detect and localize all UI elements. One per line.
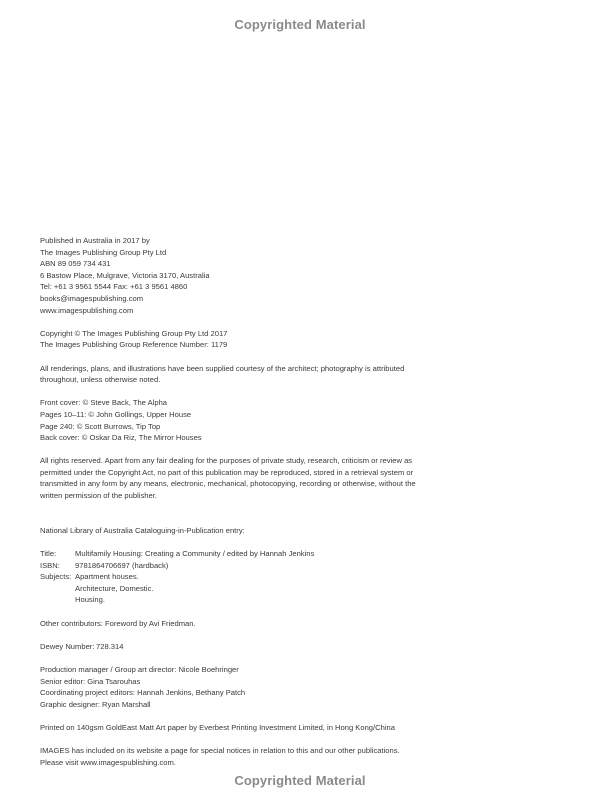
cip-subjects-label: Subjects: [40,572,72,582]
cip-title-value: Multifamily Housing: Creating a Community / edited by Hannah Jenkins [75,549,315,559]
cip-entry [40,548,560,606]
staff-project-editors: Coordinating project editors: Hannah Jenkins, Bethany Patch [40,688,246,698]
copyright-info [40,328,560,351]
credit-front-cover: Front cover: © Steve Back, The Alpha [40,398,168,408]
renderings-text: All renderings, plans, and illustrations have been supplied courtesy of the architect; photography is attributed throughout, unless otherwise noted. [40,363,405,385]
dewey-row [40,641,560,653]
publisher-email: books@imagespublishing.com [40,293,144,303]
copyright-watermark-bottom: Copyrighted Material [234,773,366,788]
copyright-page-content [40,235,560,780]
special-notices-line: IMAGES has included on its website a page for special notices in relation to this and our other publications. [40,746,400,756]
cip-subject: Apartment houses. [75,572,139,582]
nla-heading-block [40,525,560,537]
staff-credits [40,664,560,710]
copyright-line: Copyright © The Images Publishing Group Pty Ltd 2017 [40,328,228,338]
cip-isbn-label: ISBN: [40,560,60,570]
published-line: Published in Australia in 2017 by [40,236,150,245]
other-contributors-block [40,618,560,630]
reference-number: The Images Publishing Group Reference Number: 1179 [40,340,228,350]
dewey-label: Dewey Number: [40,641,95,651]
cip-isbn-row [40,560,560,572]
printed-note-block [40,722,560,734]
rights-note [40,455,560,501]
printed-note: Printed on 140gsm GoldEast Matt Art paper by Everbest Printing Investment Limited, in Hong Kong/China [40,722,395,732]
publisher-website: www.imagespublishing.com [40,305,134,315]
rights-text: All rights reserved. Apart from any fair dealing for the purposes of private study, research, criticism or review as permitted under the Copyright Act, no part of this publication may be reproduced, stored in a retrieval system or transmitted in any form by any means, electronic, mechanical, photocopying, recording or otherwise, without the written permission of the publisher. [40,456,416,501]
copyright-watermark-top: Copyrighted Material [234,17,366,32]
cip-subject: Architecture, Domestic. [75,583,154,593]
publisher-phone: Tel: +61 3 9561 5544 Fax: +61 3 9561 4860 [40,282,188,292]
staff-production-manager: Production manager / Group art director: Nicole Boehringer [40,664,239,674]
closing-notice [40,745,560,768]
cip-subjects-row [40,571,560,606]
cip-subjects-list [75,571,154,606]
renderings-note [40,363,560,386]
publisher-name: The Images Publishing Group Pty Ltd [40,247,167,257]
publisher-abn: ABN 89 059 734 431 [40,259,111,269]
credit-back-cover: Back cover: © Oskar Da Riz, The Mirror Houses [40,433,202,443]
publisher-info [40,235,560,316]
staff-senior-editor: Senior editor: Gina Tsarouhas [40,676,141,686]
photo-credits [40,397,560,443]
credit-pages-10-11: Pages 10–11: © John Gollings, Upper House [40,409,192,419]
cip-subject: Housing. [75,595,105,605]
cip-isbn-value: 9781864706697 (hardback) [75,560,169,570]
dewey-value: 728.314 [96,641,124,651]
other-contributors: Other contributors: Foreword by Avi Friedman. [40,618,196,628]
staff-graphic-designer: Graphic designer: Ryan Marshall [40,699,151,709]
visit-website-line: Please visit www.imagespublishing.com. [40,757,176,767]
cip-title-row [40,548,560,560]
spacer [40,513,560,525]
publisher-address: 6 Bastow Place, Mulgrave, Victoria 3170, Australia [40,270,210,280]
cip-title-label: Title: [40,549,57,559]
nla-heading: National Library of Australia Cataloguing-in-Publication entry: [40,525,245,535]
dewey-block [40,641,560,653]
credit-page-240: Page 240: © Scott Burrows, Tip Top [40,421,161,431]
